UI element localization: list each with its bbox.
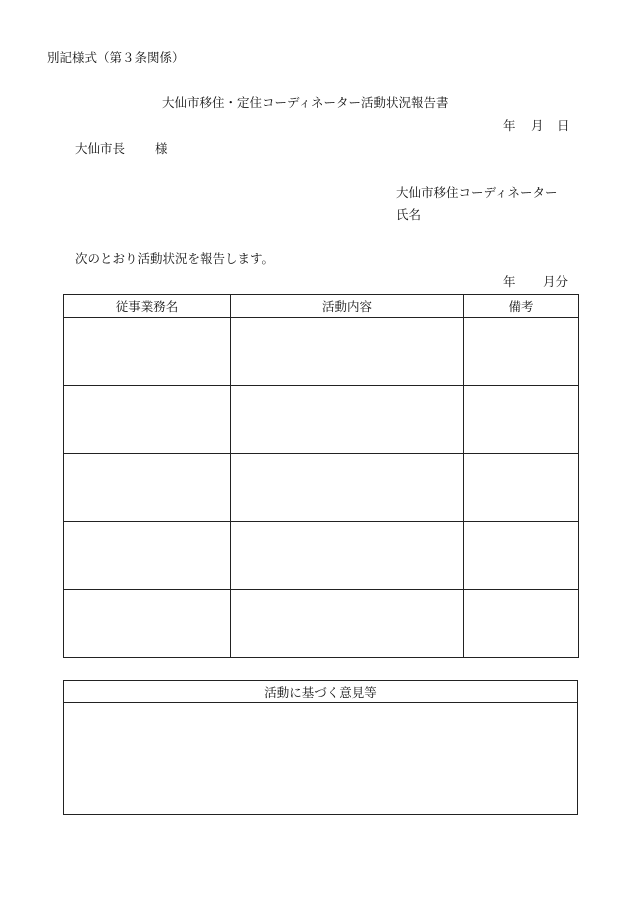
period-month: 月分 (543, 274, 569, 289)
table-row (64, 522, 579, 590)
task-name-cell[interactable] (64, 522, 231, 590)
task-name-cell[interactable] (64, 454, 231, 522)
remarks-cell[interactable] (464, 318, 579, 386)
date-day: 日 (557, 118, 570, 133)
table-row (64, 590, 579, 658)
opinion-box-content[interactable] (64, 703, 577, 814)
table-row (64, 454, 579, 522)
remarks-cell[interactable] (464, 454, 579, 522)
table-header-row (64, 295, 579, 318)
activity-content-cell[interactable] (231, 318, 464, 386)
task-name-cell[interactable] (64, 386, 231, 454)
activity-content-cell[interactable] (231, 522, 464, 590)
remarks-cell[interactable] (464, 590, 579, 658)
activity-content-cell[interactable] (231, 454, 464, 522)
reporter-role: 大仙市移住コーディネーター (396, 185, 558, 200)
opinion-box-title: 活動に基づく意見等 (64, 681, 577, 703)
remarks-cell[interactable] (464, 522, 579, 590)
table-row (64, 318, 579, 386)
activity-content-cell[interactable] (231, 386, 464, 454)
activity-table (63, 294, 579, 658)
task-name-cell[interactable] (64, 318, 231, 386)
header-remarks: 備考 (464, 295, 579, 318)
addressee-name: 大仙市長 (75, 141, 126, 156)
addressee-honorific: 様 (155, 141, 168, 156)
remarks-cell[interactable] (464, 386, 579, 454)
header-activity-content: 活動内容 (231, 295, 464, 318)
opinion-box (63, 680, 578, 815)
form-label: 別記様式（第３条関係） (47, 50, 185, 65)
period-year: 年 (503, 274, 516, 289)
date-month: 月 (531, 118, 544, 133)
document-title: 大仙市移住・定住コーディネーター活動状況報告書 (162, 95, 449, 110)
activity-content-cell[interactable] (231, 590, 464, 658)
table-row (64, 386, 579, 454)
reporter-name-label: 氏名 (396, 207, 422, 222)
header-task-name: 従事業務名 (64, 295, 231, 318)
task-name-cell[interactable] (64, 590, 231, 658)
date-year: 年 (503, 118, 516, 133)
report-statement: 次のとおり活動状況を報告します。 (75, 251, 275, 266)
